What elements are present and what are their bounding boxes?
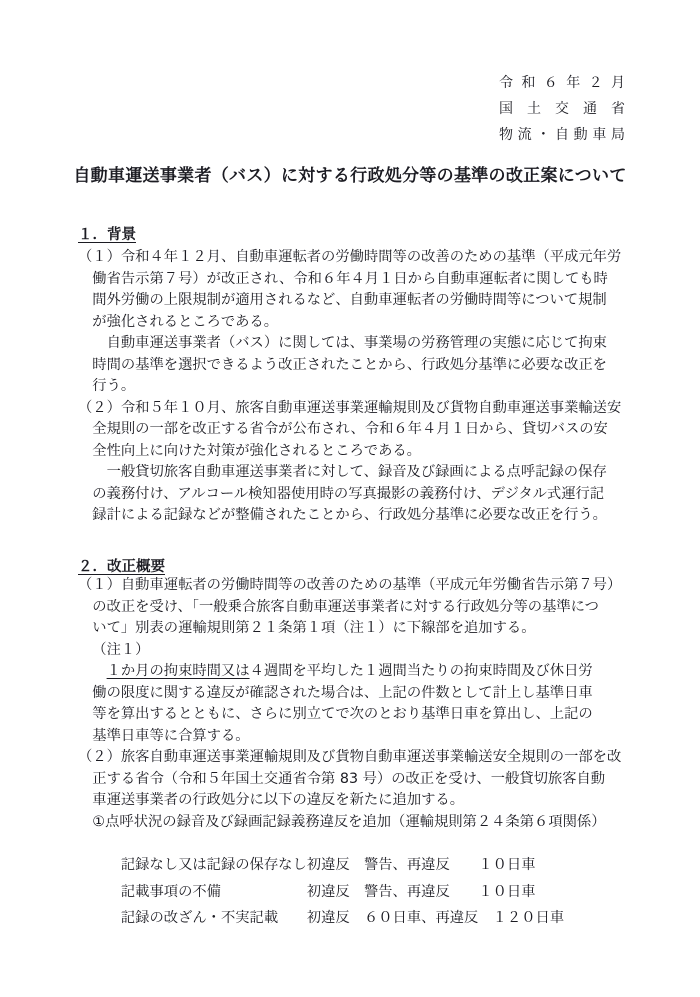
paragraph-line: 行う。 <box>92 378 136 394</box>
note-label: （注１） <box>92 641 150 658</box>
paragraph-line: 間外労働の上限規制が適用されるなど、自動車運転者の労働時間等について規制 <box>92 292 607 308</box>
paragraph-line: 自動車運送事業者（バス）に関しては、事業場の労務管理の実態に応じて拘束 <box>106 335 607 351</box>
paragraph-line: 車運送事業者の行政処分に以下の違反を新たに追加する。 <box>92 792 465 808</box>
section-1-body <box>78 247 638 527</box>
note-line <box>78 661 638 683</box>
paragraph-line: いて」別表の運輸規則第２１条第１項（注１）に下線部を追加する。 <box>92 620 536 636</box>
note-line: 等を算出するとともに、さらに別立てで次のとおり基準日車を算出し、上記の <box>92 706 593 722</box>
paragraph-line: 全規則の一部を改正する省令が公布され、令和６年４月１日から、貸切バスの安 <box>92 421 608 437</box>
section-1-heading: １．背景 <box>78 227 136 243</box>
penalty-item: 記載事項の不備 <box>120 883 221 900</box>
section-2-body <box>78 575 638 932</box>
penalty-row <box>78 852 638 879</box>
penalty-detail: 初違反 警告、再違反 １０日車 <box>306 857 536 873</box>
issue-date: 令和６年２月 <box>499 75 625 91</box>
issuer-organization: 国土交通省 <box>499 101 625 117</box>
paragraph-line: （２）令和５年１０月、旅客自動車運送事業運輸規則及び貨物自動車運送事業輸送安 <box>78 399 622 416</box>
paragraph-line: 時間の基準を選択できるよう改正されたことから、行政処分基準に必要な改正を <box>92 356 607 373</box>
paragraph-line: の改正を受け、「一般乗合旅客自動車運送事業者に対する行政処分等の基準につ <box>92 598 599 615</box>
paragraph-line: 録計による記録などが整備されたことから、行政処分基準に必要な改正を行う。 <box>92 507 607 523</box>
penalty-item: 記録の改ざん・不実記載 <box>120 910 279 926</box>
item-1-heading: ①点呼状況の録音及び録画記録義務違反を追加（運輸規則第２４条第６項関係） <box>92 813 606 830</box>
note-line-rest: ４週間を平均した１週間当たりの拘束時間及び休日労 <box>249 663 593 679</box>
paragraph-line: 一般貸切旅客自動車運送事業者に対して、録音及び録画による点呼記録の保存 <box>106 464 607 480</box>
paragraph-line: 正する省令（令和５年国土交通省令第 83 号）の改正を受け、一般貸切旅客自動 <box>92 770 606 787</box>
penalty-row <box>78 879 638 906</box>
penalty-row <box>78 905 638 932</box>
paragraph-line: の義務付け、アルコール検知器使用時の写真撮影の義務付け、デジタル式運行記 <box>92 485 605 502</box>
section-2-heading: ２．改正概要 <box>78 559 165 575</box>
note-line: 基準日車等に合算する。 <box>92 727 250 744</box>
issuer-department: 物流・自動車局 <box>499 127 625 143</box>
paragraph-line: 全性向上に向けた対策が強化されるところである。 <box>92 442 421 459</box>
paragraph-line: （１）令和４年１２月、自動車運転者の労働時間等の改善のための基準（平成元年労 <box>78 249 622 265</box>
paragraph-line: が強化されるところである。 <box>92 313 279 330</box>
note-underlined-text: １か月の拘束時間又は <box>106 663 250 679</box>
paragraph-line: （２）旅客自動車運送事業運輸規則及び貨物自動車運送事業輸送安全規則の一部を改 <box>78 749 622 765</box>
document-title: 自動車運送事業者（バス）に対する行政処分等の基準の改正案について <box>73 166 627 186</box>
note-line: 働の限度に関する違反が確認された場合は、上記の件数として計上し基準日車 <box>92 684 593 701</box>
penalty-item: 記録なし又は記録の保存なし <box>120 857 307 873</box>
paragraph-line: （１）自動車運転者の労働時間等の改善のための基準（平成元年労働省告示第７号） <box>78 577 622 593</box>
paragraph-line: 働省告示第７号）が改正され、令和６年４月１日から自動車運転者に関しても時 <box>92 270 608 287</box>
penalty-detail: 初違反 ６０日車、再違反 １２０日車 <box>306 910 565 926</box>
penalty-table <box>78 852 638 932</box>
issuer-block <box>499 70 625 148</box>
penalty-detail: 初違反 警告、再違反 １０日車 <box>306 883 536 900</box>
